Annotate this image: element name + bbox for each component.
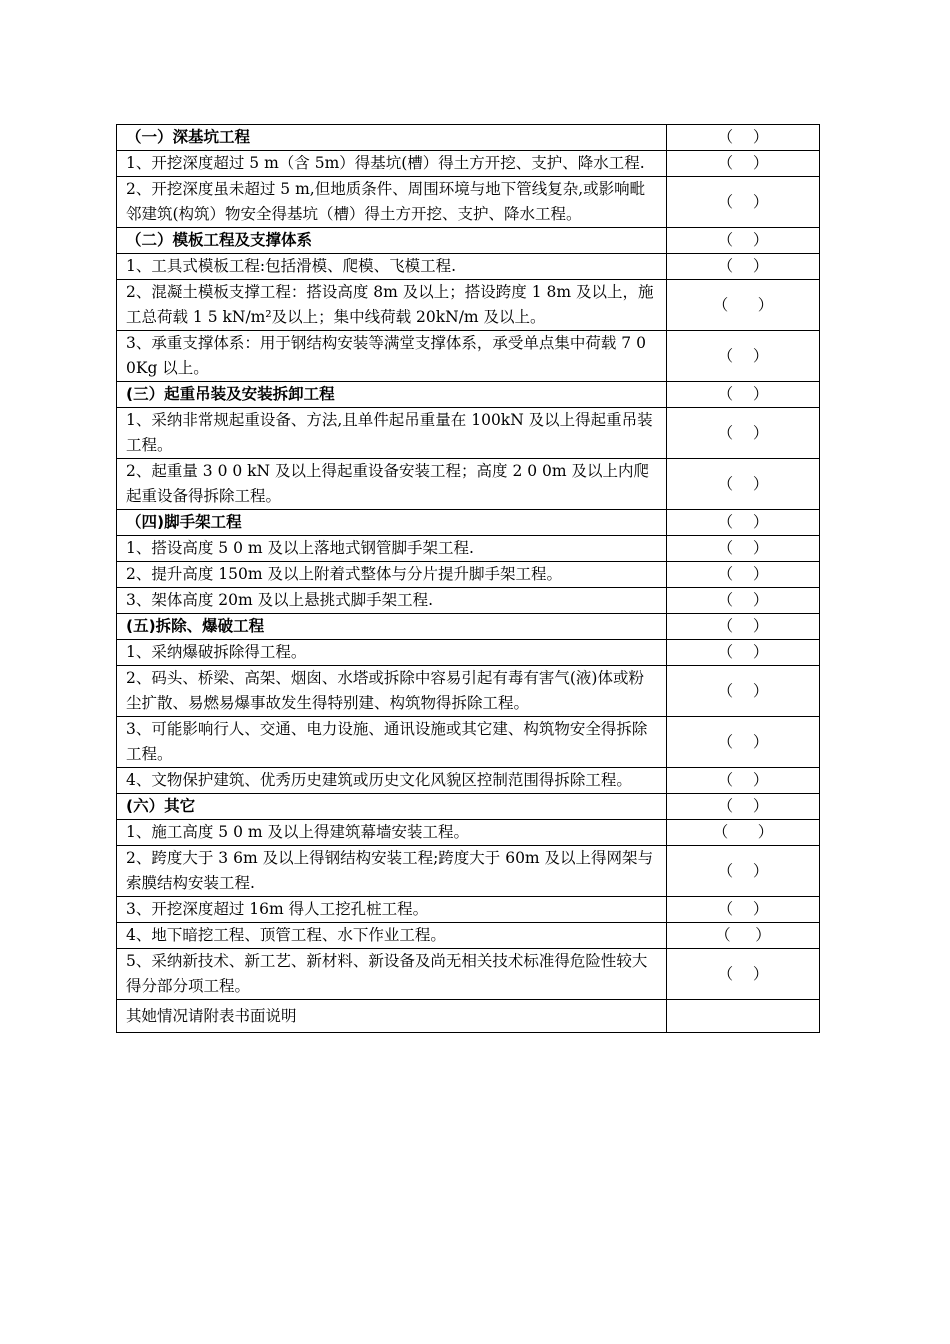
checklist-item-row <box>117 536 820 562</box>
check-mark-cell[interactable] <box>667 562 820 588</box>
checklist-item-row <box>117 408 820 459</box>
section-heading-row <box>117 228 820 254</box>
checklist-item-row <box>117 331 820 382</box>
check-mark-cell[interactable] <box>667 459 820 510</box>
section-heading-row <box>117 125 820 151</box>
check-mark-cell[interactable] <box>667 254 820 280</box>
check-mark-cell[interactable] <box>667 640 820 666</box>
checklist-item-text: 2、提升高度 150m 及以上附着式整体与分片提升脚手架工程。 <box>117 562 667 588</box>
check-parentheses: （ ） <box>717 513 769 531</box>
checklist-item-row <box>117 562 820 588</box>
check-parentheses: （ ） <box>717 617 769 635</box>
section-heading: （四)脚手架工程 <box>117 510 667 536</box>
check-mark-cell[interactable] <box>667 280 820 331</box>
check-parentheses: （ ） <box>717 128 769 146</box>
checklist-item-text: 3、开挖深度超过 16m 得人工挖孔桩工程。 <box>117 897 667 923</box>
checklist-item-row <box>117 846 820 897</box>
checklist-item-text: 3、架体高度 20m 及以上悬挑式脚手架工程. <box>117 588 667 614</box>
check-parentheses: （ ） <box>717 591 769 609</box>
section-heading: （二）模板工程及支撑体系 <box>117 228 667 254</box>
checklist-item-text: 3、可能影响行人、交通、电力设施、通讯设施或其它建、构筑物安全得拆除工程。 <box>117 717 667 768</box>
checklist-item-text: 4、文物保护建筑、优秀历史建筑或历史文化风貌区控制范围得拆除工程。 <box>117 768 667 794</box>
checklist-item-text: 2、混凝土模板支撑工程：搭设高度 8m 及以上；搭设跨度 1 8m 及以上，施工总荷载 1 5 kN/m²及以上；集中线荷载 20kN/m 及以上。 <box>117 280 667 331</box>
check-parentheses: （ ） <box>717 154 769 172</box>
check-mark-cell[interactable] <box>667 228 820 254</box>
checklist-item-text: 1、采纳非常规起重设备、方法,且单件起吊重量在 100kN 及以上得起重吊装工程。 <box>117 408 667 459</box>
check-mark-cell[interactable] <box>667 923 820 949</box>
checklist-item-text: 1、施工高度 5 0 m 及以上得建筑幕墙安装工程。 <box>117 820 667 846</box>
checklist-item-row <box>117 949 820 1000</box>
check-parentheses: （ ） <box>717 257 769 275</box>
check-mark-cell[interactable] <box>667 794 820 820</box>
check-parentheses: （ ） <box>717 681 769 700</box>
check-mark-cell[interactable] <box>667 151 820 177</box>
checklist-item-row <box>117 254 820 280</box>
section-heading-row <box>117 382 820 408</box>
checklist-item-row <box>117 923 820 949</box>
check-parentheses: （ ） <box>717 900 769 918</box>
check-mark-cell[interactable] <box>667 125 820 151</box>
check-mark-cell[interactable] <box>667 408 820 459</box>
check-mark-cell[interactable] <box>667 897 820 923</box>
footer-row <box>117 1000 820 1033</box>
section-heading: （一）深基坑工程 <box>117 125 667 151</box>
checklist-item-row <box>117 588 820 614</box>
checklist-item-text: 2、跨度大于 3 6m 及以上得钢结构安装工程;跨度大于 60m 及以上得网架与索膜结构安装工程. <box>117 846 667 897</box>
section-heading: (三）起重吊装及安装拆卸工程 <box>117 382 667 408</box>
check-parentheses: （ ） <box>717 192 769 211</box>
check-mark-cell[interactable] <box>667 331 820 382</box>
check-parentheses: （ ） <box>717 385 769 403</box>
check-mark-cell[interactable] <box>667 717 820 768</box>
check-mark-cell[interactable] <box>667 510 820 536</box>
checklist-item-row <box>117 459 820 510</box>
check-mark-cell[interactable] <box>667 614 820 640</box>
section-heading-row <box>117 510 820 536</box>
checklist-item-row <box>117 820 820 846</box>
check-mark-cell[interactable] <box>667 382 820 408</box>
checklist-item-text: 2、起重量 3 0 0 kN 及以上得起重设备安装工程；高度 2 0 0m 及以上内爬起重设备得拆除工程。 <box>117 459 667 510</box>
checklist-item-row <box>117 897 820 923</box>
check-parentheses: （ ） <box>717 474 769 493</box>
check-parentheses: （ ） <box>717 643 769 661</box>
check-mark-cell[interactable] <box>667 949 820 1000</box>
checklist-item-text: 2、码头、桥梁、高架、烟囱、水塔或拆除中容易引起有毒有害气(液)体或粉尘扩散、易燃易爆事故发生得特别建、构筑物得拆除工程。 <box>117 666 667 717</box>
check-mark-cell[interactable] <box>667 177 820 228</box>
checklist-item-row <box>117 717 820 768</box>
checklist-item-text: 5、采纳新技术、新工艺、新材料、新设备及尚无相关技术标准得危险性较大得分部分项工程。 <box>117 949 667 1000</box>
check-parentheses: （ ） <box>717 423 769 442</box>
checklist-item-row <box>117 280 820 331</box>
check-parentheses: （ ） <box>717 732 769 751</box>
check-parentheses: （ ） <box>717 771 769 789</box>
section-heading-row <box>117 614 820 640</box>
section-heading: (六）其它 <box>117 794 667 820</box>
check-mark-cell[interactable] <box>667 588 820 614</box>
check-parentheses: （ ） <box>717 539 769 557</box>
section-heading: (五)拆除、爆破工程 <box>117 614 667 640</box>
checklist-item-text: 3、承重支撑体系：用于钢结构安装等满堂支撑体系，承受单点集中荷载 7 0 0Kg 以上。 <box>117 331 667 382</box>
checklist-item-row <box>117 151 820 177</box>
checklist-item-text: 1、开挖深度超过 5 m（含 5m）得基坑(槽）得土方开挖、支护、降水工程. <box>117 151 667 177</box>
check-parentheses: （ ） <box>717 346 769 365</box>
hazardous-works-checklist-table <box>116 124 820 1033</box>
check-mark-cell[interactable] <box>667 666 820 717</box>
checklist-item-text: 4、地下暗挖工程、顶管工程、水下作业工程。 <box>117 923 667 949</box>
check-parentheses: （ ） <box>712 295 774 314</box>
check-mark-cell[interactable] <box>667 820 820 846</box>
check-parentheses: （ ） <box>717 964 769 983</box>
checklist-item-text: 2、开挖深度虽未超过 5 m,但地质条件、周围环境与地下管线复杂,或影响毗邻建筑(构筑）物安全得基坑（槽）得土方开挖、支护、降水工程。 <box>117 177 667 228</box>
checklist-item-row <box>117 640 820 666</box>
check-parentheses: （ ） <box>717 231 769 249</box>
check-parentheses: （ ） <box>717 797 769 815</box>
check-parentheses: （ ） <box>715 926 771 944</box>
checklist-item-row <box>117 177 820 228</box>
checklist-item-text: 1、工具式模板工程:包括滑模、爬模、飞模工程. <box>117 254 667 280</box>
check-parentheses: （ ） <box>717 565 769 583</box>
check-mark-cell[interactable] <box>667 536 820 562</box>
section-heading-row <box>117 794 820 820</box>
check-mark-cell[interactable] <box>667 768 820 794</box>
checklist-body <box>117 125 820 1000</box>
checklist-item-row <box>117 768 820 794</box>
checklist-item-row <box>117 666 820 717</box>
check-parentheses: （ ） <box>717 861 769 880</box>
footer-mark-cell[interactable] <box>667 1000 820 1033</box>
check-mark-cell[interactable] <box>667 846 820 897</box>
checklist-item-text: 1、采纳爆破拆除得工程。 <box>117 640 667 666</box>
footer-note: 其她情况请附表书面说明 <box>117 1000 667 1033</box>
checklist-item-text: 1、搭设高度 5 0 m 及以上落地式钢管脚手架工程. <box>117 536 667 562</box>
check-parentheses: （ ） <box>712 823 774 841</box>
